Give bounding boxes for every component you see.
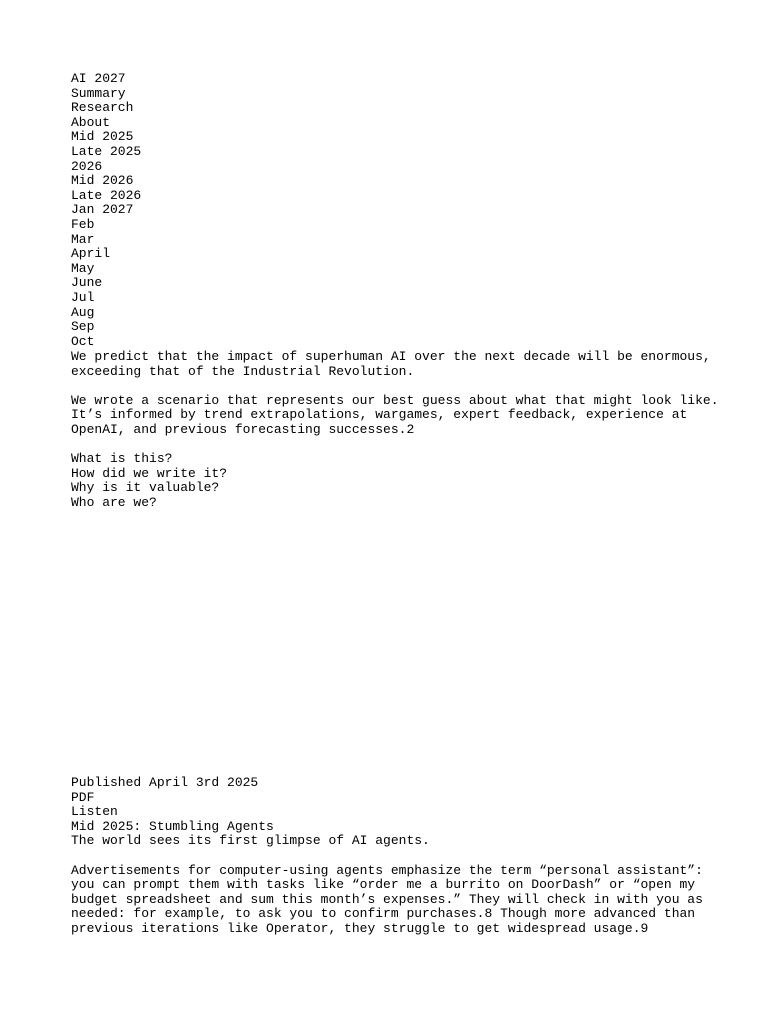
navigation [71,72,721,349]
intro-paragraph-scenario: We wrote a scenario that represents our best guess about what that might look like. It’s informed by trend extrapolations, wargames, expert feedback, experience at OpenAI, and previous forecasting successes.2 [71,392,719,437]
timeline-link-may[interactable]: May [71,260,95,276]
timeline-link-feb[interactable]: Feb [71,216,95,232]
timeline-link-mar[interactable]: Mar [71,231,95,247]
timeline-link-mid-2025[interactable]: Mid 2025 [71,129,134,145]
timeline-link-oct[interactable]: Oct [71,333,95,349]
faq-why-is-it-valuable[interactable]: Why is it valuable? [71,480,220,496]
faq-what-is-this[interactable]: What is this? [71,451,173,467]
timeline-link-aug[interactable]: Aug [71,304,95,320]
faq-who-are-we[interactable]: Who are we? [71,494,157,510]
intro-section [71,350,721,511]
timeline-link-2026[interactable]: 2026 [71,158,103,174]
section-lead: The world sees its first glimpse of AI agents. [71,833,430,849]
site-title-link[interactable]: AI 2027 [71,71,126,86]
nav-link-summary[interactable]: Summary [71,85,126,101]
timeline-link-late-2026[interactable]: Late 2026 [71,187,142,203]
article-section [71,776,721,937]
timeline-link-jan-2027[interactable]: Jan 2027 [71,202,134,218]
faq-how-did-we-write-it[interactable]: How did we write it? [71,465,228,481]
timeline-link-late-2025[interactable]: Late 2025 [71,143,142,159]
timeline-link-mid-2026[interactable]: Mid 2026 [71,173,134,189]
timeline-link-april[interactable]: April [71,246,111,262]
pdf-link[interactable]: PDF [71,789,95,805]
section-title: Mid 2025: Stumbling Agents [71,818,274,834]
nav-link-research[interactable]: Research [71,100,134,116]
timeline-link-june[interactable]: June [71,275,103,291]
timeline-link-sep[interactable]: Sep [71,319,95,335]
section-body: Advertisements for computer-using agents emphasize the term “personal assistant”: you can prompt them with tasks like “order me a burrito on DoorDash” or “open my budget spreadsheet and sum this month’s expenses.” They will check in with you as needed: for example, to ask you to confirm purchases.8 Though more advanced than previous iterations like Operator, they struggle to get widespread usage.9 [71,862,703,936]
listen-link[interactable]: Listen [71,804,118,820]
published-date: Published April 3rd 2025 [71,775,259,790]
timeline-link-jul[interactable]: Jul [71,289,95,305]
nav-link-about[interactable]: About [71,114,111,130]
intro-paragraph-impact: We predict that the impact of superhuman AI over the next decade will be enormous, exceeding that of the Industrial Revolution. [71,349,711,379]
